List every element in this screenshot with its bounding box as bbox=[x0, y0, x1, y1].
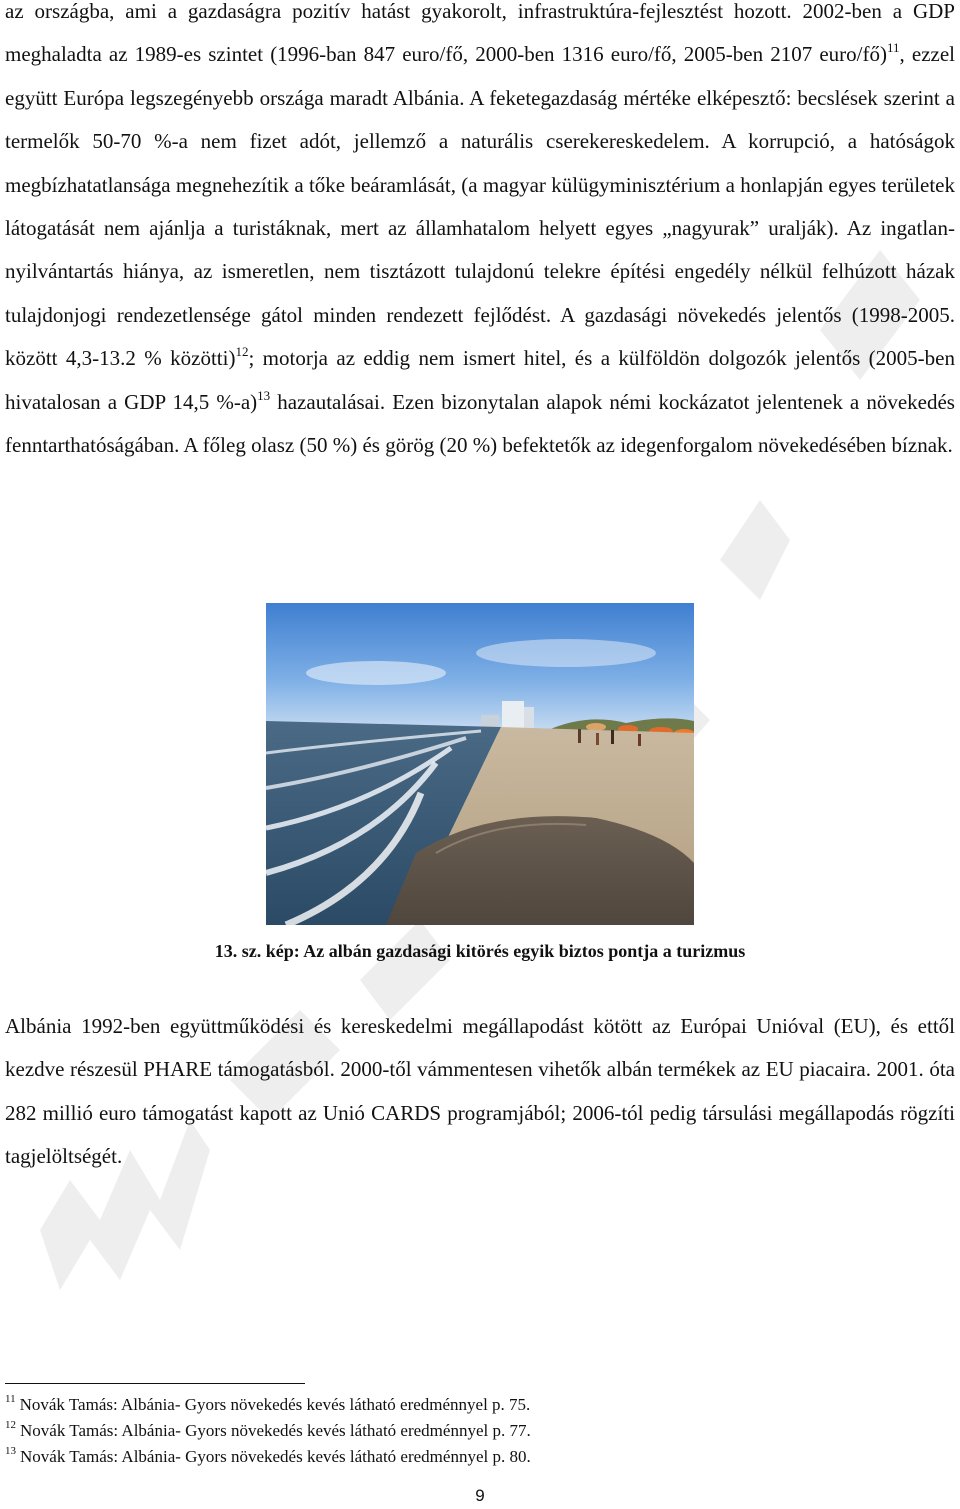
para1-text-2: , ezzel együtt Európa legszegényebb országa maradt Albánia. A feketegazdaság mértéke elképesztő: becslések szerint a termelők 50-70 %-a nem fizet adót, jellemző a naturális cserekereskedelem. A korrupció, a hatóságok megbízhatatlansága megnehezítik a tőke beáramlását, (a magyar külügyminisztérium a honlapján egyes területek látogatását nem ajánlja a turistáknak, mert az államhatalom helyett egyes „nagyurak” uralják). Az ingatlan-nyilvántartás hiánya, az ismeretlen, nem tisztázott tulajdonú telekre építési engedély nélkül felhúzott házak tulajdonjogi rendezetlensége gátol minden rendezett fejlődést. A gazdasági növekedés jelentős (1998-2005. között 4,3-13.2 % közötti) bbox=[5, 42, 955, 371]
body-paragraph-eu: Albánia 1992-ben együttműködési és kereskedelmi megállapodást kötött az Európai Unióval (EU), és ettől kezdve részesül PHARE támogatásból. 2000-től vámmentesen vihetők albán termékek az EU piacaira. 2001. óta 282 millió euro támogatást kapott az Unió CARDS programjából; 2006-tól pedig társulási megállapodás rögzíti tagjelöltségét. bbox=[5, 1014, 955, 1169]
para1-text-3: ; motorja az eddig nem ismert hitel, és a külföldön dolgozók jelentős (2005-ben hivatalosan a GDP 14,5 %-a) bbox=[5, 346, 955, 414]
page-number: 9 bbox=[475, 1486, 485, 1505]
body-paragraph-economy bbox=[5, 0, 955, 467]
figure-caption: 13. sz. kép: Az albán gazdasági kitörés egyik biztos pontja a turizmus bbox=[214, 941, 746, 961]
footnote-number: 12 bbox=[5, 1419, 16, 1431]
footnote-number: 11 bbox=[5, 1393, 16, 1405]
footnote-number: 13 bbox=[5, 1445, 16, 1457]
beach-photo bbox=[266, 603, 694, 925]
footnote-ref-12[interactable]: 12 bbox=[235, 344, 249, 360]
para1-text-4: hazautalásai. Ezen bizonytalan alapok némi kockázatot jelentenek a növekedés fenntarthatóságában. A főleg olasz (50 %) és görög (20 %) befektetők az idegenforgalom növekedésében bíznak. bbox=[5, 389, 955, 458]
footnote-item bbox=[5, 1392, 531, 1418]
footnote-text: Novák Tamás: Albánia- Gyors növekedés kevés látható eredménnyel p. 75. bbox=[19, 1395, 531, 1414]
footnote-item bbox=[5, 1444, 531, 1470]
footnote-ref-11[interactable]: 11 bbox=[886, 40, 900, 56]
para1-text-1: az országba, ami a gazdaságra pozitív hatást gyakorolt, infrastruktúra-fejlesztést hozott. 2002-ben a GDP meghaladta az 1989-es szintet (1996-ban 847 euro/fő, 2000-ben 1316 euro/fő, 2005-ben 2107 euro/fő) bbox=[5, 0, 955, 67]
footnote-divider bbox=[5, 1383, 305, 1384]
footnote-item bbox=[5, 1418, 531, 1444]
footnotes bbox=[5, 1392, 531, 1470]
footnote-text: Novák Tamás: Albánia- Gyors növekedés kevés látható eredménnyel p. 77. bbox=[20, 1421, 531, 1440]
footnote-text: Novák Tamás: Albánia- Gyors növekedés kevés látható eredménnyel p. 80. bbox=[20, 1447, 531, 1466]
footnote-ref-13[interactable]: 13 bbox=[257, 387, 271, 403]
